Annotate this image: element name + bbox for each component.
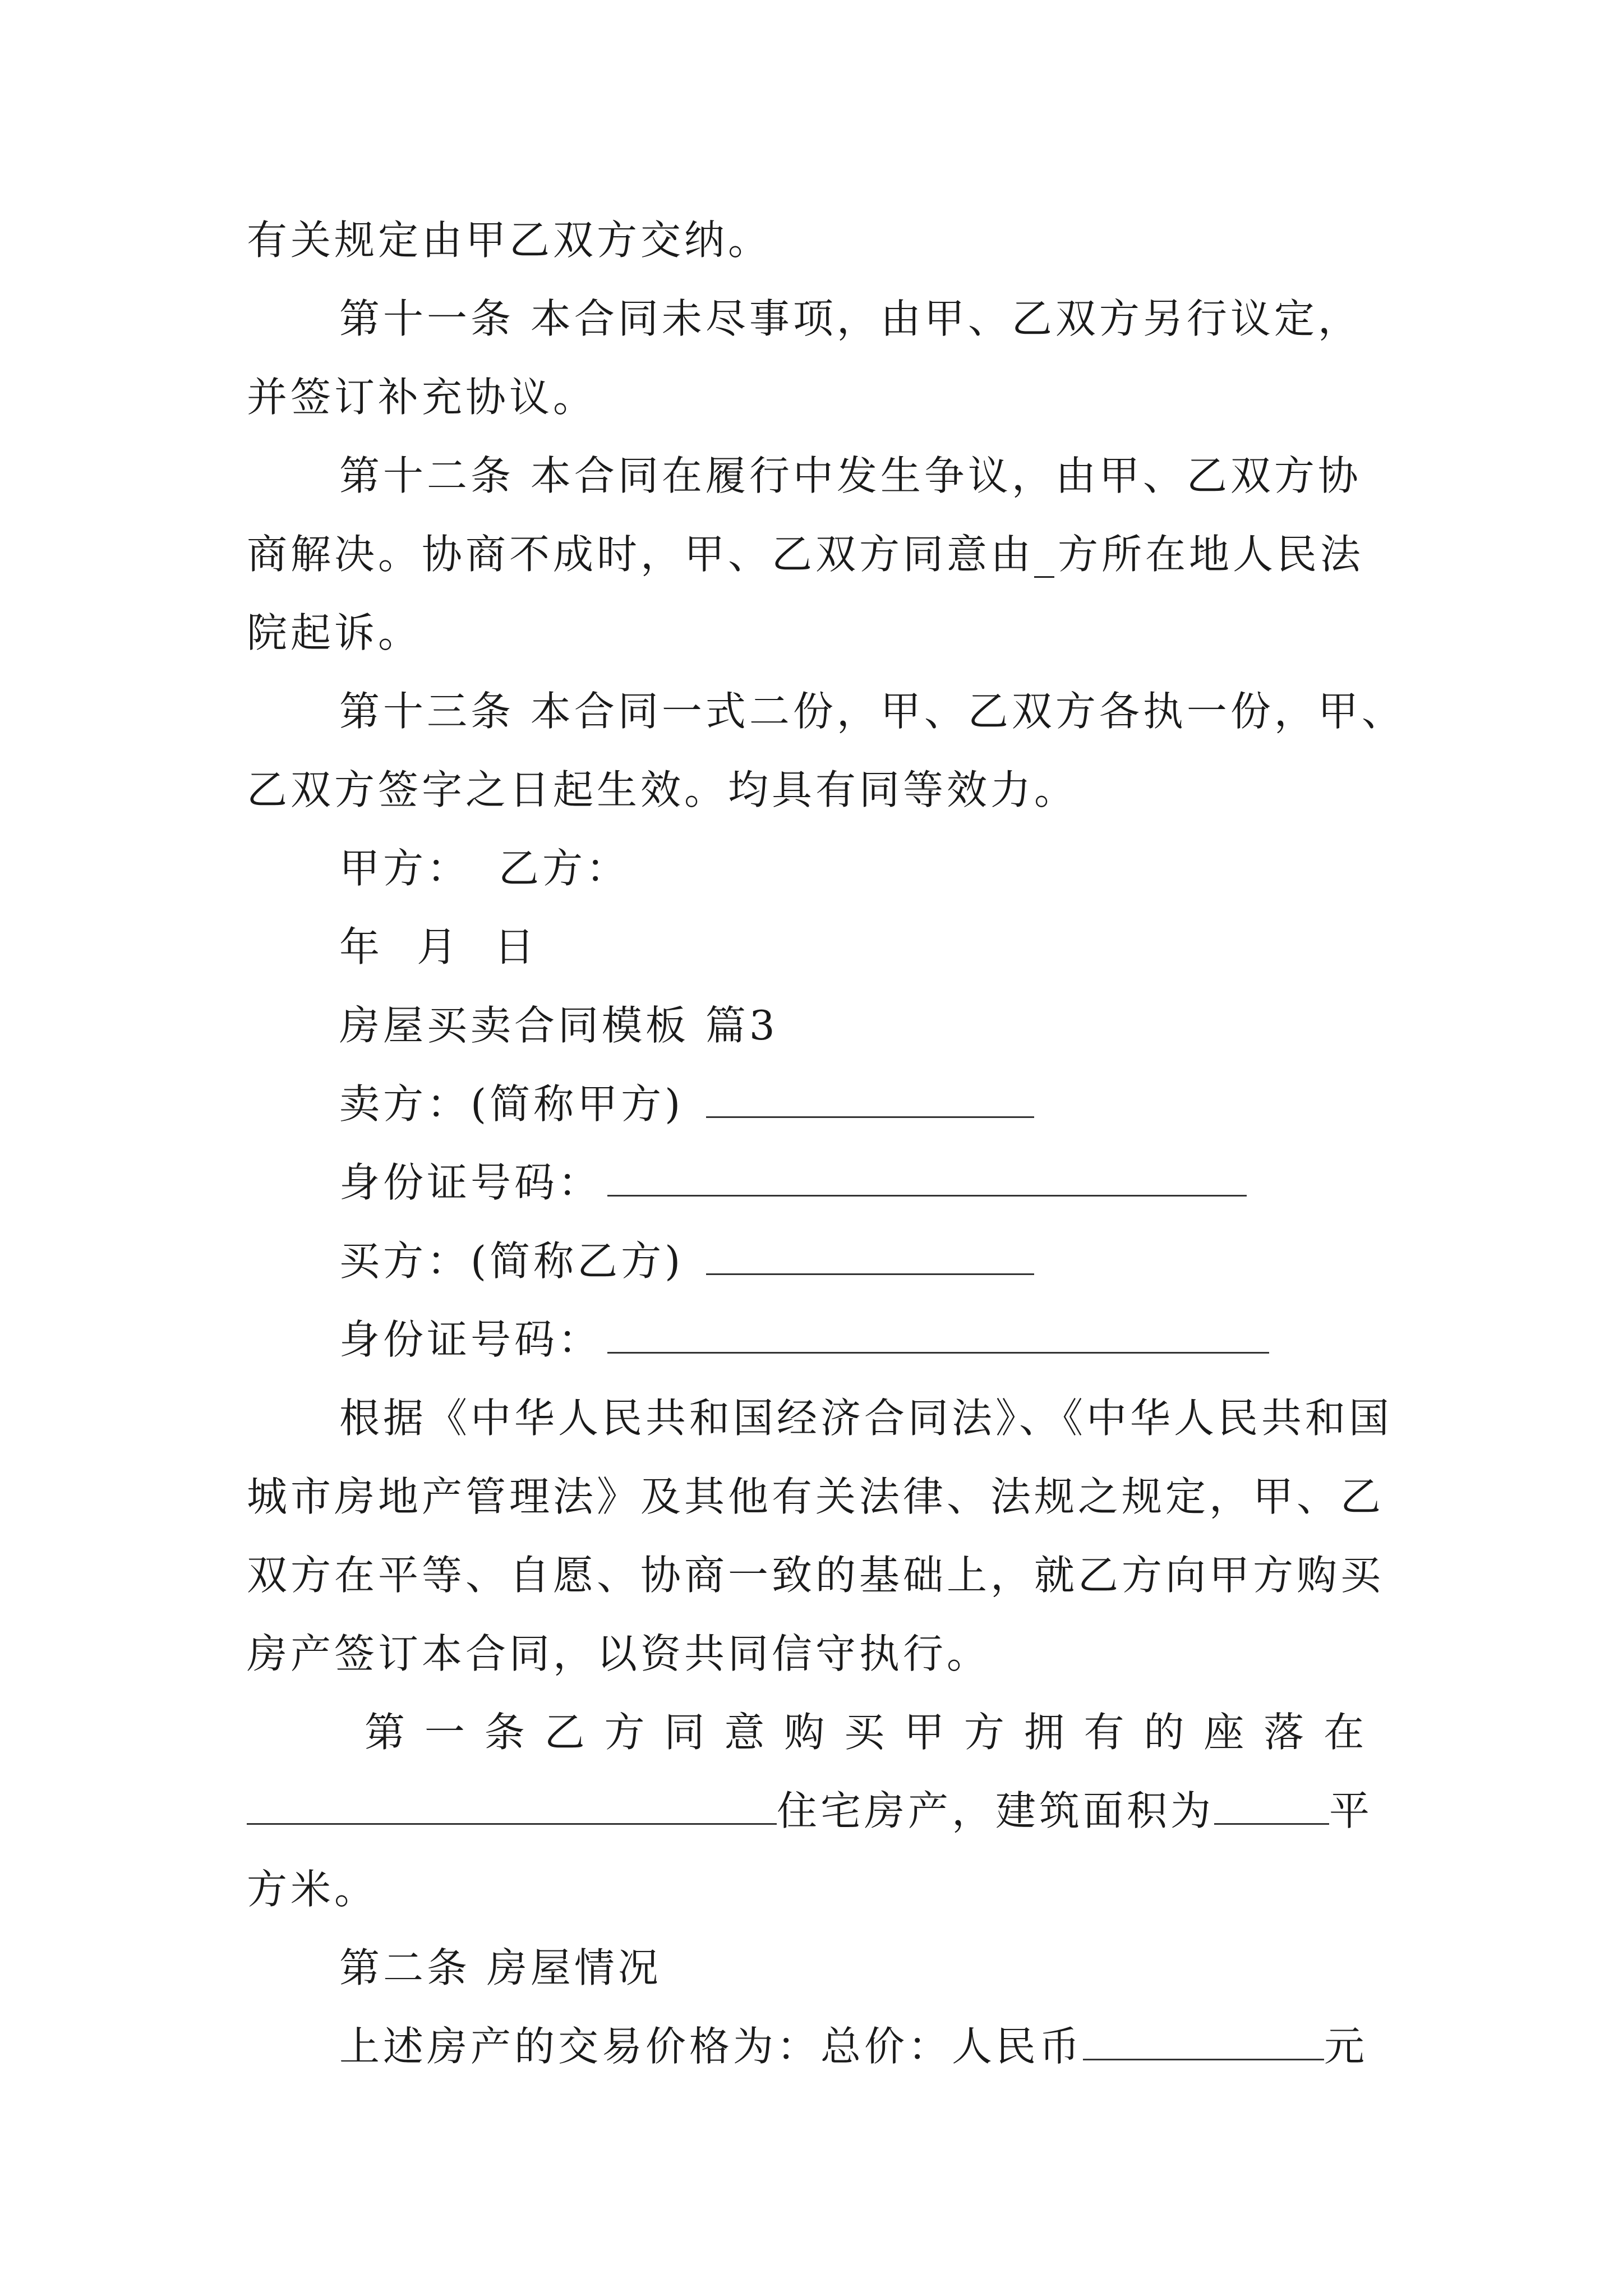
line-text: 元: [1324, 2023, 1368, 2070]
text-line: [247, 1469, 1391, 1525]
buyer-label: 买方：(简称乙方): [339, 1237, 684, 1285]
month-label: 月: [417, 923, 461, 970]
seller-id-line: [339, 1154, 1391, 1211]
text-line: [247, 212, 1391, 268]
line-text: 乙双方签字之日起生效。均具有同等效力。: [247, 766, 1078, 813]
article-1-line: [365, 1704, 1391, 1760]
day-label: 日: [494, 923, 538, 970]
line-text: 第十三条 本合同一式二份，甲、乙双方各执一份，甲、: [339, 688, 1405, 735]
buyer-blank: [706, 1237, 1034, 1275]
line-text: 第十二条 本合同在履行中发生争议，由甲、乙双方协: [339, 452, 1362, 499]
article-2-heading: [339, 1940, 1391, 1996]
line-text: 有关规定由甲乙双方交纳。: [247, 217, 772, 264]
seller-label: 卖方：(简称甲方): [339, 1080, 684, 1128]
line-text: 平: [1329, 1787, 1373, 1834]
heading-text: 房屋买卖合同模板 篇3: [339, 1002, 778, 1049]
text-line: [247, 1783, 1391, 1839]
buyer-line: [339, 1233, 1391, 1289]
line-text: 商解决。协商不成时，甲、乙双方同意由_方所在地人民法: [247, 531, 1364, 578]
line-text: 住宅房产，建筑面积为: [777, 1787, 1215, 1834]
line-text: 方米。: [247, 1866, 379, 1913]
clause-11-line: [339, 291, 1391, 347]
line-text: 双方在平等、自愿、协商一致的基础上，就乙方向甲方购买: [247, 1552, 1385, 1599]
seller-blank: [706, 1080, 1034, 1118]
text-line: [247, 1547, 1391, 1603]
preamble-line: [339, 1390, 1391, 1446]
area-blank: [1214, 1787, 1329, 1825]
text-line: [247, 369, 1391, 425]
party-a-label: 甲方：: [339, 845, 471, 892]
buyer-id-label: 身份证号码：: [339, 1316, 602, 1363]
buyer-id-line: [339, 1312, 1391, 1368]
line-text: 房产签订本合同，以资共同信守执行。: [247, 1630, 991, 1677]
line-text: 根据《中华人民共和国经济合同法》、《中华人民共和国: [339, 1395, 1393, 1442]
line-text: 城市房地产管理法》及其他有关法律、法规之规定，甲、乙: [247, 1473, 1385, 1520]
line-text: 上述房产的交易价格为：总价：人民币: [339, 2023, 1083, 2070]
line-text: 第 一 条 乙 方 同 意 购 买 甲 方 拥 有 的 座 落 在: [365, 1709, 1368, 1756]
text-line: [247, 762, 1391, 818]
section-heading: [339, 997, 1391, 1053]
buyer-id-blank: [607, 1316, 1269, 1354]
seller-id-blank: [607, 1159, 1247, 1197]
price-blank: [1083, 2023, 1324, 2060]
location-blank: [247, 1787, 777, 1825]
clause-13-line: [339, 683, 1416, 739]
text-line: [247, 605, 1391, 661]
date-line: [339, 919, 1391, 975]
year-label: 年: [339, 923, 384, 970]
clause-12-line: [339, 448, 1391, 504]
line-text: 第十一条 本合同未尽事项，由甲、乙双方另行议定，: [339, 295, 1362, 342]
seller-line: [339, 1076, 1391, 1132]
seller-id-label: 身份证号码：: [339, 1159, 602, 1206]
price-line: [339, 2018, 1391, 2074]
line-text: 并签订补充协议。: [247, 374, 597, 421]
text-line: [247, 1626, 1391, 1682]
line-text: 院起诉。: [247, 609, 422, 656]
text-line: [247, 526, 1391, 582]
line-text: 第二条 房屋情况: [339, 1944, 662, 1991]
party-b-label: 乙方：: [499, 845, 630, 892]
text-line: [247, 1861, 1391, 1917]
signature-line: [339, 840, 1391, 896]
